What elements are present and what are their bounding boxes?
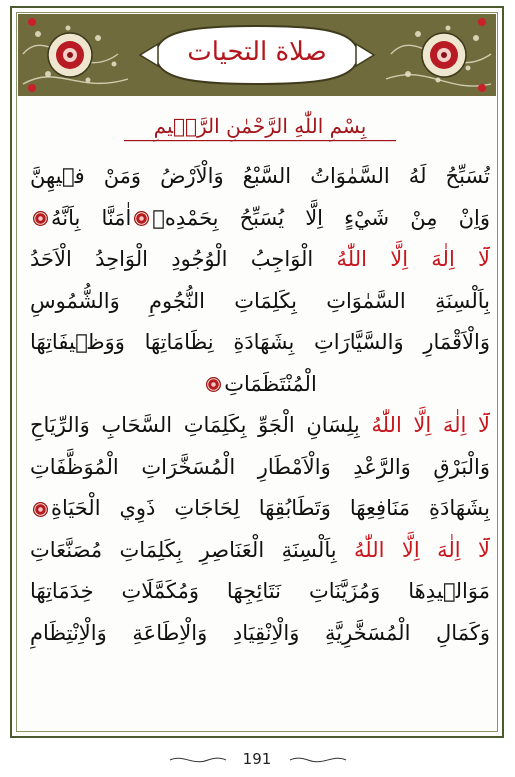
basmala-underline xyxy=(124,140,396,142)
text-segment: الْمُنْتَظَمَاتِ xyxy=(224,371,317,396)
text-line xyxy=(30,156,490,198)
left-flourish-icon xyxy=(168,754,228,766)
text-line xyxy=(30,447,490,489)
text-line xyxy=(30,322,490,364)
page-number: 191 xyxy=(242,750,272,768)
text-line xyxy=(30,281,490,323)
text-line xyxy=(30,530,490,572)
text-body xyxy=(30,156,490,654)
text-line xyxy=(30,239,490,281)
tahlil-phrase: لَٓا اِلٰهَ اِلَّا اللّٰهُ xyxy=(371,413,490,437)
footer xyxy=(0,746,515,772)
text-segment: الْوَاجِبُ الْوُجُودِ الْوَاحِدُ الْاَحَدُ xyxy=(30,247,337,271)
tahlil-phrase: لَٓا اِلٰهَ اِلَّا اللّٰهُ xyxy=(336,247,490,271)
header-ornament xyxy=(18,14,496,96)
text-segment: بِاَلْسِنَةِ السَّمٰوَاتِ بِكَلِمَاتِ النُّجُومِ وَالشُّمُوسِ xyxy=(30,288,490,313)
text-line xyxy=(30,613,490,655)
text-segment: بِشَهَادَةِ مَنَافِعِهَا وَتَطَابُقِهَا لِحَاجَاتِ ذَوِي الْحَيَاةِ xyxy=(51,496,490,520)
page-title: صلاة التحيات xyxy=(187,37,327,67)
text-segment: بِاَلْسِنَةِ الْعَنَاصِرِ بِكَلِمَاتِ مُصَنَّعَاتِ xyxy=(30,537,354,562)
text-line xyxy=(30,198,490,240)
text-line xyxy=(30,364,490,406)
verse-rosette-icon xyxy=(206,377,221,392)
text-segment: تُسَبِّحُ لَهُ السَّمٰوَاتُ السَّبْعُ وَالْاَرْضُ وَمَنْ ف۪يهِنَّ xyxy=(30,164,490,188)
text-segment: اٰمَنَّا بِاَنَّهُ xyxy=(51,205,132,230)
page-frame xyxy=(10,6,504,738)
right-flourish-icon xyxy=(288,754,348,766)
text-segment: وَكَمَالِ الْمُسَخَّرِيَّةِ وَالْاِنْقِيَادِ وَالْاِطَاعَةِ وَالْاِنْتِظَامِ xyxy=(30,620,490,645)
right-medallion-icon xyxy=(422,33,466,77)
text-line xyxy=(30,405,490,447)
basmala: بِسْمِ اللّٰهِ الرَّحْمٰنِ الرَّح۪يمِ xyxy=(153,114,367,138)
verse-rosette-icon xyxy=(33,211,48,226)
text-segment: بِلِسَانِ الْجَوِّ بِكَلِمَاتِ السَّحَابِ وَالرِّيَاحِ xyxy=(30,413,372,437)
text-segment: وَالْاَقْمَارِ وَالسَّيَّارَاتِ بِشَهَادَةِ نِظَامَاتِهَا وَوَظ۪يفَاتِهَا xyxy=(30,330,490,354)
text-line xyxy=(30,571,490,613)
tahlil-phrase: لَٓا اِلٰهَ اِلَّا اللّٰهُ xyxy=(354,537,490,562)
text-segment: وَاِنْ مِنْ شَيْءٍ اِلَّا يُسَبِّحُ بِحَمْدِه۪ xyxy=(152,205,490,230)
text-segment: مَوَال۪يدِهَا وَمُزَيَّنَاتِ نَتَائِجِهَا وَمُكَمَّلَاتِ خِدَمَاتِهَا xyxy=(30,579,490,603)
verse-rosette-icon xyxy=(134,211,149,226)
verse-rosette-icon xyxy=(33,502,48,517)
left-medallion-icon xyxy=(48,33,92,77)
text-segment: وَالْبَرْقِ وَالرَّعْدِ وَالْاَمْطَارِ الْمُسَخَّرَاتِ الْمُوَظَّفَاتِ xyxy=(30,454,490,479)
text-line xyxy=(30,488,490,530)
